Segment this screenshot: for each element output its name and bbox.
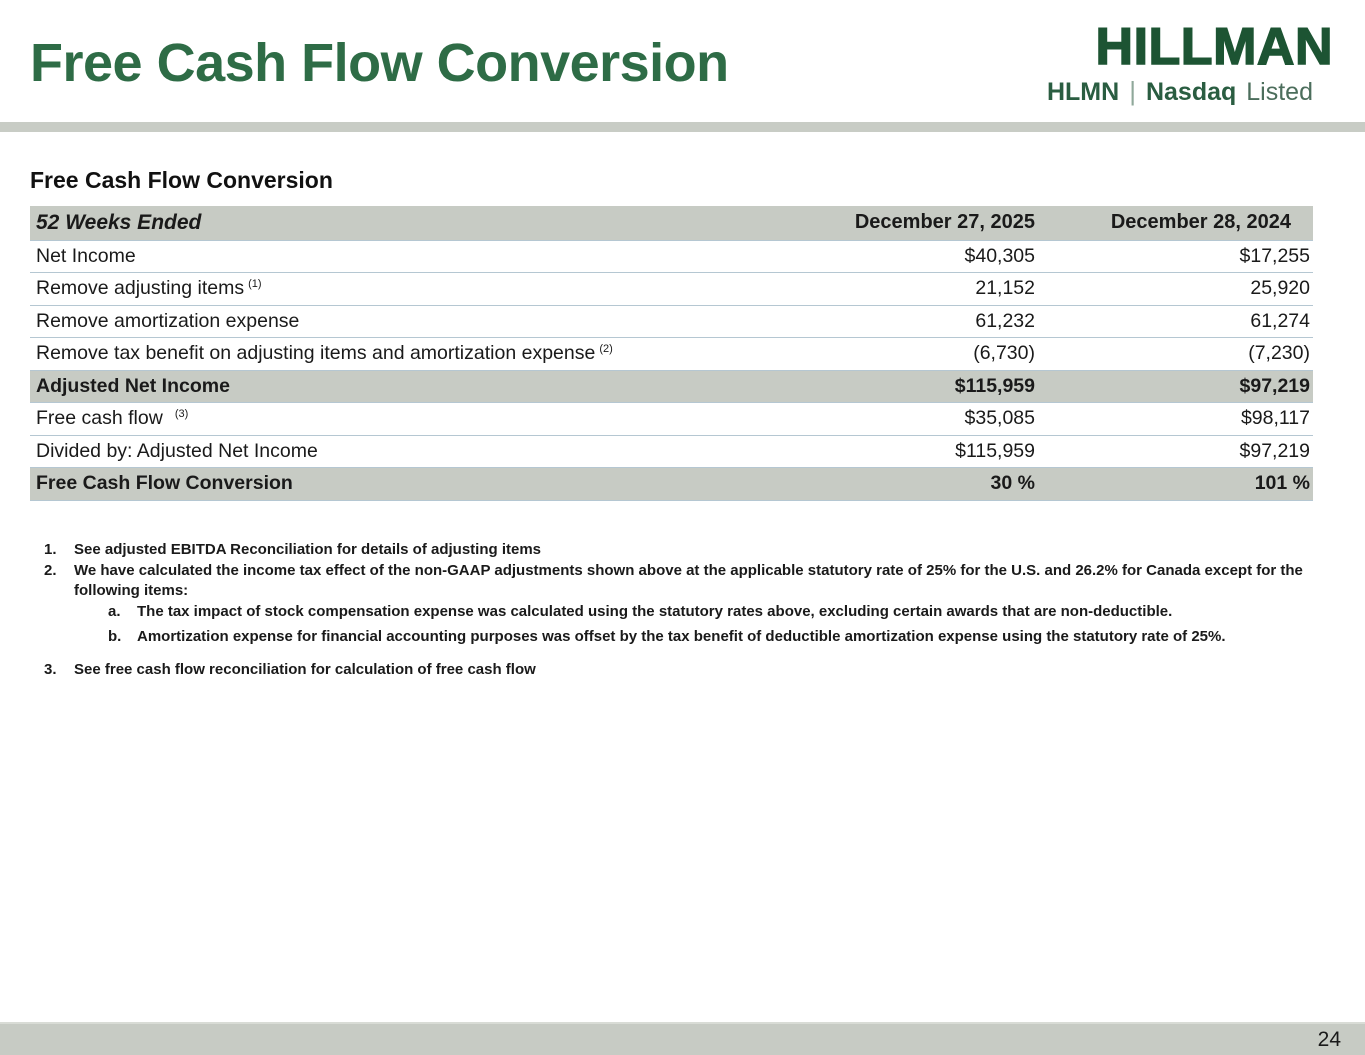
row-value-2025: 61,232 — [732, 305, 1037, 338]
page-title: Free Cash Flow Conversion — [30, 33, 729, 93]
footnote-number: 3. — [44, 660, 57, 678]
page-number: 24 — [1317, 1028, 1341, 1051]
row-value-2024: (7,230) — [1037, 338, 1313, 371]
fcf-conversion-table — [30, 206, 1313, 501]
table-header — [30, 206, 1313, 240]
row-value-2024: 25,920 — [1037, 273, 1313, 306]
row-value-2025: 30 % — [732, 468, 1037, 501]
footnote-subitem — [108, 602, 1337, 623]
table-row — [30, 468, 1313, 501]
header-divider-bar — [0, 122, 1365, 132]
footnote-text: See free cash flow reconciliation for calculation of free cash flow — [74, 660, 536, 678]
row-label: Remove amortization expense — [30, 305, 732, 338]
nasdaq-label: Nasdaq — [1145, 77, 1237, 106]
row-value-2025: $35,085 — [732, 403, 1037, 436]
footnote-subitem-text: Amortization expense for financial accounting purposes was offset by the tax benefit of deductible amortization expense using the statutory rate of 25%. — [137, 628, 1226, 645]
row-value-2025: $115,959 — [732, 435, 1037, 468]
logo-subline — [1047, 76, 1333, 107]
header-52-weeks-ended: 52 Weeks Ended — [30, 206, 732, 240]
table-row — [30, 403, 1313, 436]
footnote-number: 2. — [44, 561, 57, 579]
row-value-2025: (6,730) — [732, 338, 1037, 371]
footnote-item — [44, 561, 1337, 654]
footnote-subitem-text: The tax impact of stock compensation expense was calculated using the statutory rates above, excluding certain awards that are non-deductible. — [137, 602, 1173, 620]
logo-separator: | — [1129, 75, 1136, 106]
row-label: Remove adjusting items $^{(1)}$ — [30, 273, 732, 306]
row-value-2024: $98,117 — [1037, 403, 1313, 436]
table-row — [30, 435, 1313, 468]
row-label: Net Income — [30, 240, 732, 273]
ticker-symbol: HLMN — [1046, 77, 1120, 106]
fcf-table-body — [30, 240, 1313, 500]
footnote-subitem — [108, 627, 1337, 648]
header-col-2025: December 27, 2025 — [732, 206, 1037, 240]
row-value-2024: 61,274 — [1037, 305, 1313, 338]
footnotes — [44, 540, 1337, 680]
footnote-subitem-letter: a. — [108, 602, 121, 620]
footnote-subitems — [108, 602, 1337, 648]
row-value-2025: $40,305 — [732, 240, 1037, 273]
footer-bar — [0, 1022, 1365, 1055]
row-value-2024: $97,219 — [1037, 370, 1313, 403]
table-section-title: Free Cash Flow Conversion — [30, 167, 333, 193]
row-label: Free Cash Flow Conversion — [30, 468, 732, 501]
row-label: Remove tax benefit on adjusting items and amortization expense $^{(2)}$ — [30, 338, 732, 371]
footnote-text: We have calculated the income tax effect of the non-GAAP adjustments shown above at the applicable statutory rate of 25% for the U.S. and 26.2% for Canada except for the following items: a. The tax impact of stock compensation expense was calculated using the statutory rates above, excluding certain awards that are non-deductible. b. Amortization expense for financial accounting purposes was offset by the tax benefit of deductible amortization expense using the statutory rate of 25%. — [74, 561, 1337, 654]
footnote-reference: (2) — [599, 342, 613, 355]
table-row — [30, 305, 1313, 338]
header-col-2024: December 28, 2024 — [1037, 206, 1313, 240]
table-row — [30, 338, 1313, 371]
row-value-2024: $17,255 — [1037, 240, 1313, 273]
footnote-number: 1. — [44, 541, 57, 558]
footnote-item — [44, 540, 1337, 561]
row-label: Free cash flow $^{(3)}$ — [30, 403, 732, 436]
row-label: Divided by: Adjusted Net Income — [30, 435, 732, 468]
footnote-reference: (3) — [174, 407, 189, 420]
table-row — [30, 370, 1313, 403]
footnote-reference: (1) — [248, 277, 262, 290]
row-label: Adjusted Net Income — [30, 370, 732, 403]
footnote-subitem-letter: b. — [108, 628, 122, 645]
row-value-2025: $115,959 — [732, 370, 1037, 403]
table-row — [30, 273, 1313, 306]
hillman-wordmark: HILLMAN — [1095, 18, 1333, 76]
footnote-text: See adjusted EBITDA Reconciliation for details of adjusting items — [74, 541, 542, 558]
listed-label: Listed — [1246, 77, 1313, 106]
row-value-2024: 101 % — [1037, 468, 1313, 501]
footnote-item — [44, 660, 1337, 681]
row-value-2024: $97,219 — [1037, 435, 1313, 468]
hillman-logo — [1047, 20, 1333, 107]
row-value-2025: 21,152 — [732, 273, 1037, 306]
table-row — [30, 240, 1313, 273]
